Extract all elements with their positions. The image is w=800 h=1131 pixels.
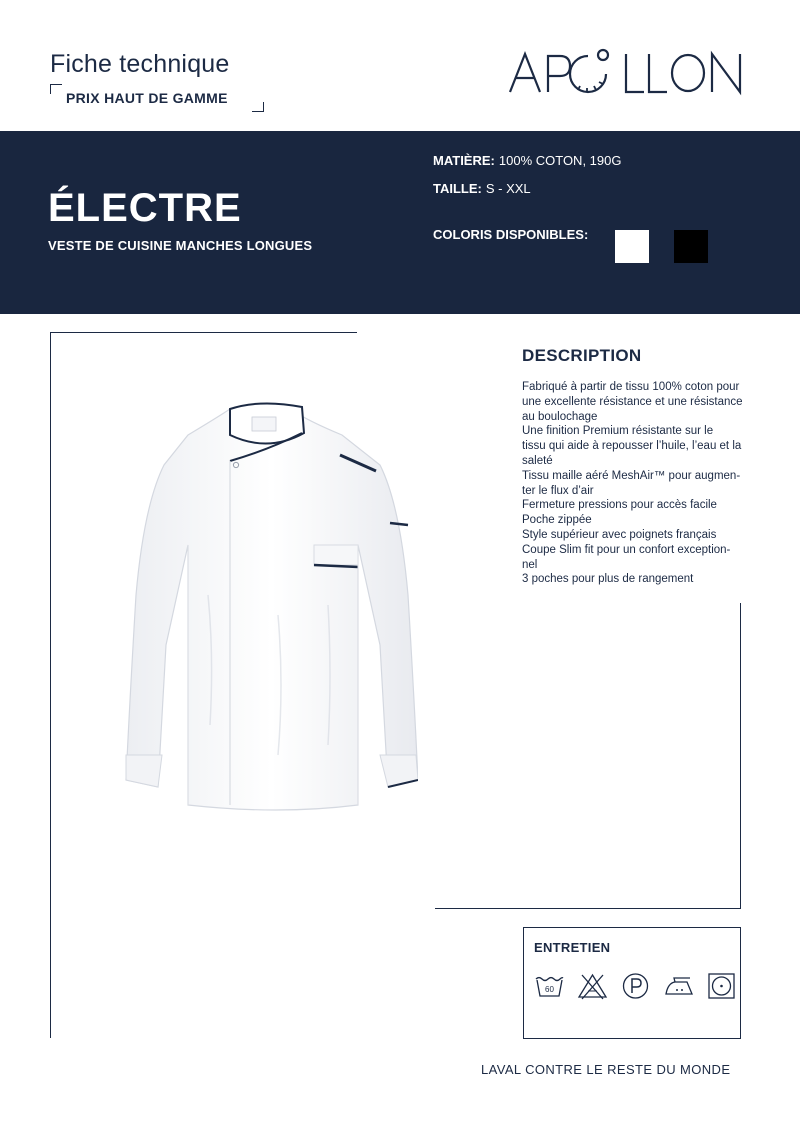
wash-60-icon (534, 972, 565, 1000)
product-name: ÉLECTRE (48, 186, 242, 230)
description-line: ter le flux d’air (522, 484, 594, 497)
description-line: nel (522, 558, 538, 571)
description-list (522, 380, 744, 587)
bracket-corner-bottom-right (252, 102, 264, 112)
tumble-dry-icon (706, 972, 737, 1000)
price-tier-label: PRIX HAUT DE GAMME (66, 90, 228, 106)
color-swatch-white (615, 230, 649, 263)
iron-medium-icon (663, 972, 694, 1000)
document-title: Fiche technique (50, 50, 230, 78)
dry-clean-p-icon (620, 972, 651, 1000)
description-title: DESCRIPTION (522, 346, 642, 365)
bracket-corner-top-left (50, 84, 62, 94)
description-line: 3 poches pour plus de rangement (522, 573, 694, 586)
description-line: saleté (522, 454, 553, 467)
care-title: ENTRETIEN (534, 940, 611, 955)
spec-material-value: 100% COTON, 190G (498, 153, 622, 168)
description-line: Fabriqué à partir de tissu 100% coton pour (522, 381, 740, 393)
price-tier-tag (50, 84, 264, 112)
frame-line-left (50, 332, 51, 1038)
color-swatch-black (674, 230, 708, 263)
product-subtitle: VESTE DE CUISINE MANCHES LONGUES (48, 238, 313, 253)
frame-line-bottom (435, 908, 741, 909)
description-line: Tissu maille aéré MeshAir™ pour augmen- (522, 469, 741, 482)
spec-size (433, 181, 531, 196)
spec-material (433, 153, 621, 168)
wash-temp-label: 60 (545, 985, 554, 994)
description-line: au boulochage (522, 410, 598, 423)
description-line: Une finition Premium résistante sur le (522, 425, 714, 438)
no-bleach-icon (577, 972, 608, 1000)
spec-colors-label: COLORIS DISPONIBLES: (433, 227, 589, 242)
description-line: une excellente résistance et une résistance (522, 395, 743, 408)
description-line: Coupe Slim fit pour un confort exception- (522, 543, 731, 556)
description-line: Style supérieur avec poignets français (522, 528, 717, 541)
care-box (523, 927, 741, 1039)
spec-size-value: S - XXL (485, 181, 531, 196)
frame-line-right (740, 603, 741, 909)
frame-line-top (50, 332, 357, 333)
description-line: Poche zippée (522, 514, 592, 527)
care-icons (534, 972, 737, 1000)
spec-colors (433, 227, 588, 242)
footer-tagline: LAVAL CONTRE LE RESTE DU MONDE (481, 1062, 731, 1077)
apollon-logo (508, 46, 744, 96)
chef-jacket-image (118, 395, 418, 820)
description-line: tissu qui aide à repousser l’huile, l’eau et la (522, 440, 742, 453)
product-header-band (0, 131, 800, 314)
spec-size-label: TAILLE: (433, 181, 482, 196)
spec-material-label: MATIÈRE: (433, 153, 495, 168)
description-line: Fermeture pressions pour accès facile (522, 499, 717, 512)
